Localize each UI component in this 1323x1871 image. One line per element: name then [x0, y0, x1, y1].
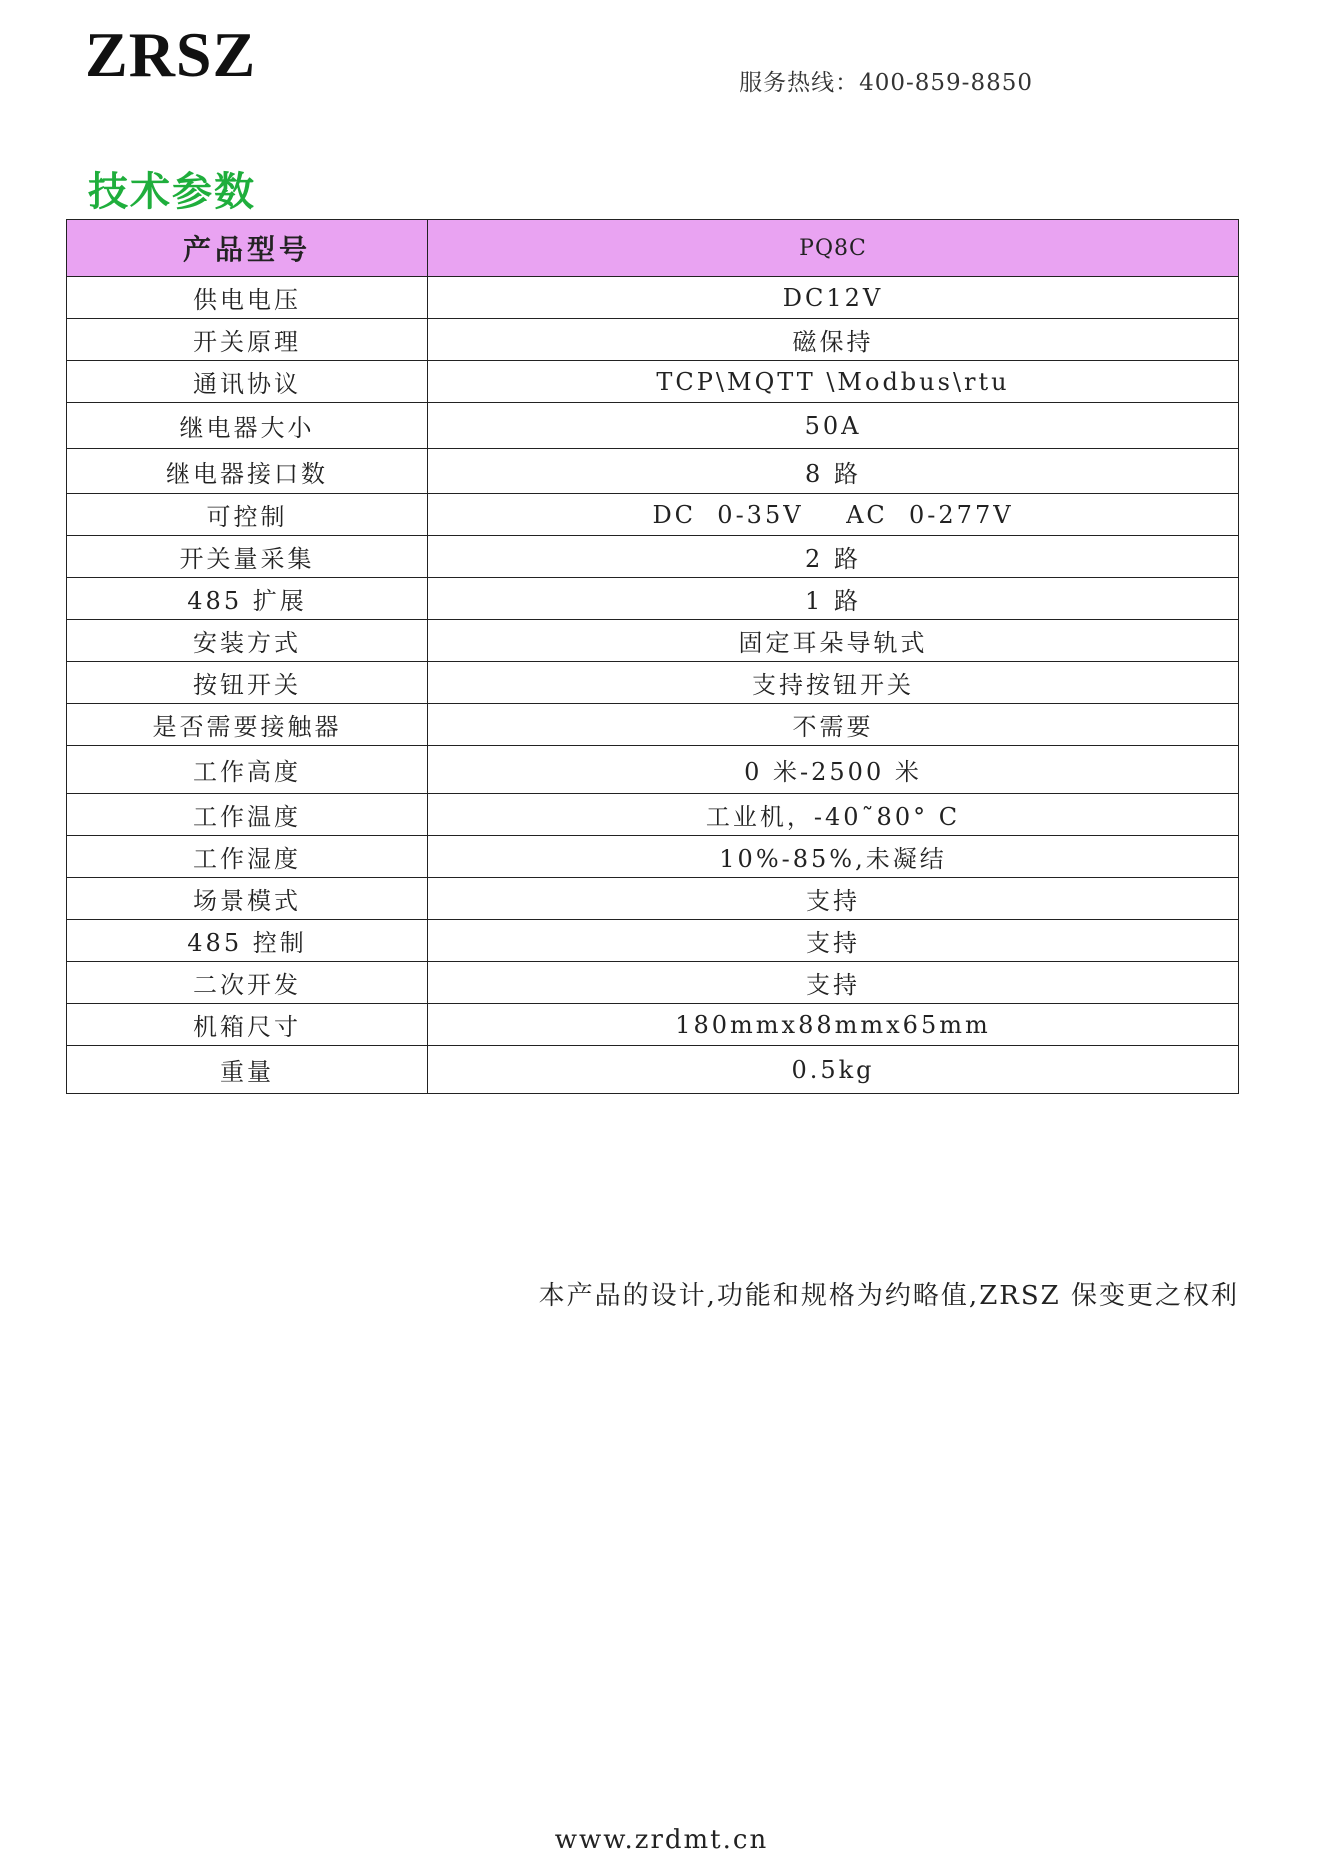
row-label: 开关量采集: [67, 536, 428, 578]
row-value: 0 米-2500 米: [428, 746, 1239, 794]
row-value: 50A: [428, 403, 1239, 449]
table-row: [67, 920, 1239, 962]
row-label: 工作高度: [67, 746, 428, 794]
row-value: 不需要: [428, 704, 1239, 746]
row-label: 工作湿度: [67, 836, 428, 878]
row-label: 继电器接口数: [67, 449, 428, 494]
row-label: 开关原理: [67, 319, 428, 361]
row-value: 8 路: [428, 449, 1239, 494]
section-title: 技术参数: [88, 169, 256, 215]
row-value: 固定耳朵导轨式: [428, 620, 1239, 662]
row-label: 通讯协议: [67, 361, 428, 403]
row-label: 重量: [67, 1046, 428, 1094]
row-label: 485 控制: [67, 920, 428, 962]
table-row: [67, 277, 1239, 319]
row-value: 工业机，-40˜80° C: [428, 794, 1239, 836]
row-label: 继电器大小: [67, 403, 428, 449]
disclaimer-note: 本产品的设计,功能和规格为约略值,ZRSZ 保变更之权利: [538, 1281, 1239, 1311]
table-row: [67, 878, 1239, 920]
table-row: [67, 361, 1239, 403]
row-value: 支持: [428, 962, 1239, 1004]
table-header-row: [67, 220, 1239, 277]
header-value: PQ8C: [428, 220, 1239, 277]
row-value: DC12V: [428, 277, 1239, 319]
table-row: [67, 536, 1239, 578]
row-value: 180mmx88mmx65mm: [428, 1004, 1239, 1046]
table-row: [67, 449, 1239, 494]
table-row: [67, 494, 1239, 536]
table-row: [67, 1046, 1239, 1094]
row-label: 机箱尺寸: [67, 1004, 428, 1046]
row-label: 485 扩展: [67, 578, 428, 620]
table-row: [67, 704, 1239, 746]
header-label: 产品型号: [67, 220, 428, 277]
footer-website: www.zrdmt.cn: [554, 1825, 769, 1855]
table-row: [67, 319, 1239, 361]
table-row: [67, 746, 1239, 794]
row-value: 支持: [428, 920, 1239, 962]
row-value: 支持按钮开关: [428, 662, 1239, 704]
row-value: 2 路: [428, 536, 1239, 578]
row-value: 0.5kg: [428, 1046, 1239, 1094]
table-row: [67, 836, 1239, 878]
row-label: 安装方式: [67, 620, 428, 662]
row-value: TCP\MQTT \Modbus\rtu: [428, 361, 1239, 403]
row-label: 二次开发: [67, 962, 428, 1004]
row-label: 供电电压: [67, 277, 428, 319]
row-value: 磁保持: [428, 319, 1239, 361]
table-row: [67, 403, 1239, 449]
row-label: 按钮开关: [67, 662, 428, 704]
table-row: [67, 620, 1239, 662]
row-value: 1 路: [428, 578, 1239, 620]
table-row: [67, 578, 1239, 620]
table-row: [67, 1004, 1239, 1046]
spec-table: [66, 219, 1239, 1094]
table-row: [67, 794, 1239, 836]
brand-logo: ZRSZ: [85, 19, 257, 90]
row-label: 场景模式: [67, 878, 428, 920]
row-label: 工作温度: [67, 794, 428, 836]
row-value: 10%-85%,未凝结: [428, 836, 1239, 878]
table-row: [67, 662, 1239, 704]
row-value: DC 0-35V AC 0-277V: [428, 494, 1239, 536]
row-label: 可控制: [67, 494, 428, 536]
service-hotline: 服务热线：400-859-8850: [739, 70, 1033, 96]
row-value: 支持: [428, 878, 1239, 920]
table-row: [67, 962, 1239, 1004]
row-label: 是否需要接触器: [67, 704, 428, 746]
